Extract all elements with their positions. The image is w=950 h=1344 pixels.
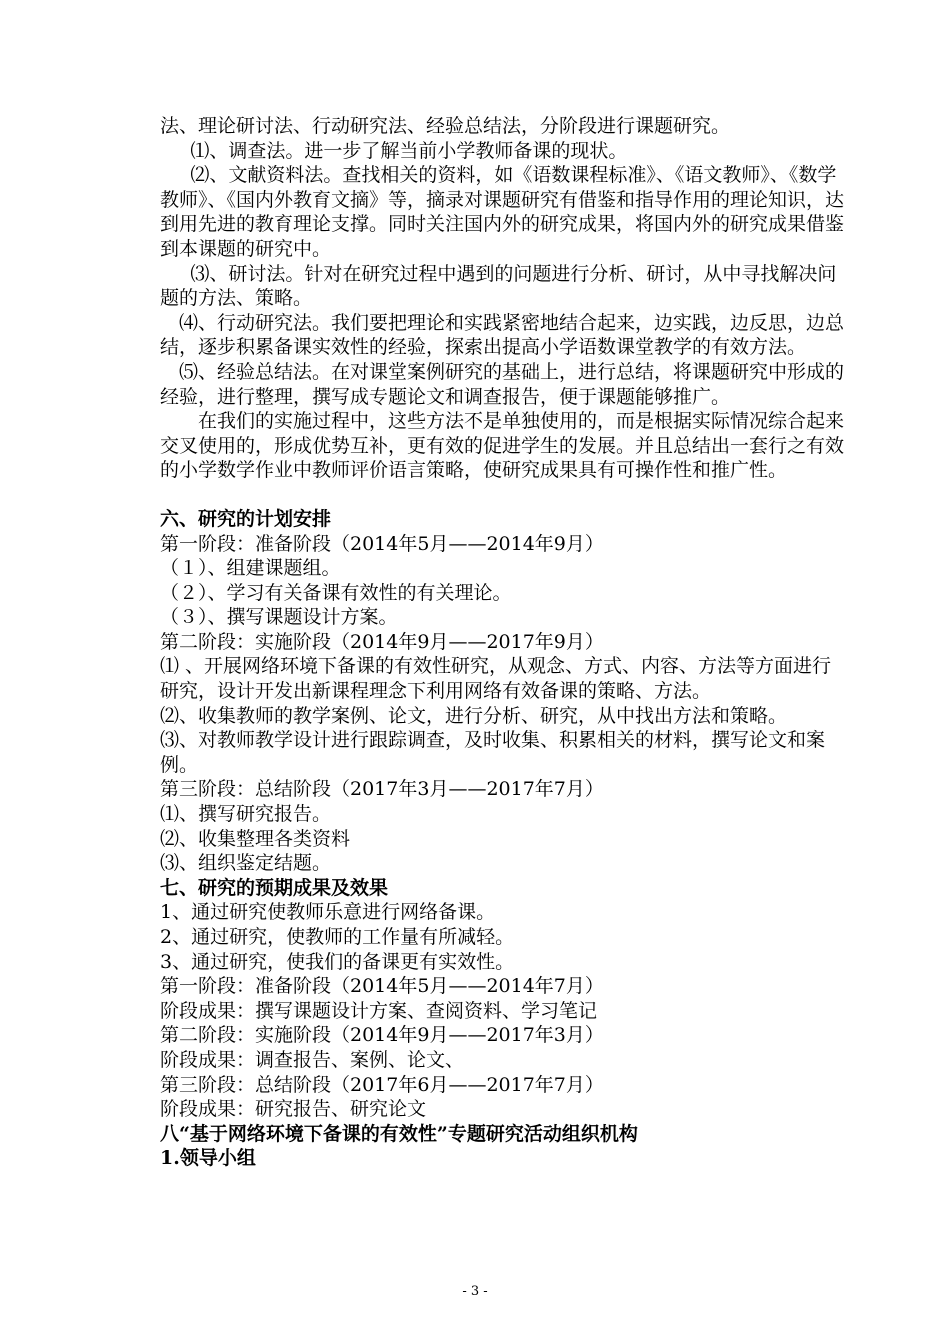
- paragraph-gap: [160, 483, 845, 507]
- paragraph-methods-intro: 法、理论研讨法、行动研究法、经验总结法，分阶段进行课题研究。: [160, 115, 731, 137]
- plan-stage-2: 第二阶段：实施阶段（2014年9月——2017年9月）: [160, 630, 604, 653]
- plan-stage-2-item-2: ⑵、收集教师的教学案例、论文，进行分析、研究，从中找出方法和策略。: [160, 704, 788, 727]
- sub-heading-leadership-group: 1.领导小组: [160, 1147, 256, 1170]
- section-heading-organization: 八“基于网络环境下备课的有效性”专题研究活动组织机构: [160, 1122, 638, 1145]
- plan-stage-3-item-3: ⑶、组织鉴定结题。: [160, 852, 332, 875]
- result-stage-2-outcome: 阶段成果：调查报告、案例、论文、: [160, 1048, 465, 1071]
- paragraph-implementation-summary: 在我们的实施过程中，这些方法不是单独使用的，而是根据实际情况综合起来交叉使用的，形成优势互补，更有效的促进学生的发展。并且总结出一套行之有效的小学数学作业中教师评价语言策略，使研究成果具有可操作性和推广性。: [160, 410, 845, 482]
- plan-stage-3-item-2: ⑵、收集整理各类资料: [160, 827, 351, 850]
- result-stage-1: 第一阶段：准备阶段（2014年5月——2014年7月）: [160, 975, 604, 998]
- section-heading-expected-results: 七、研究的预期成果及效果: [160, 876, 389, 899]
- paragraph-survey-method: ⑴、调查法。进一步了解当前小学教师备课的现状。: [190, 139, 628, 162]
- paragraph-discussion-method: ⑶、研讨法。针对在研究过程中遇到的问题进行分析、研讨，从中寻找解决问题的方法、策略。: [160, 262, 837, 310]
- plan-stage-1-item-1: （１）、组建课题组。: [160, 557, 341, 580]
- document-body: [160, 114, 845, 1171]
- plan-stage-2-item-3: ⑶、对教师教学设计进行跟踪调查，及时收集、积累相关的材料，撰写论文和案例。: [160, 729, 826, 776]
- result-stage-3: 第三阶段：总结阶段（2017年6月——2017年7月）: [160, 1073, 604, 1096]
- result-item-2: 2、通过研究，使教师的工作量有所减轻。: [160, 926, 515, 948]
- result-stage-1-outcome: 阶段成果：撰写课题设计方案、查阅资料、学习笔记: [160, 999, 598, 1022]
- section-heading-research-plan: 六、研究的计划安排: [160, 507, 332, 530]
- plan-stage-3: 第三阶段：总结阶段（2017年3月——2017年7月）: [160, 778, 604, 801]
- plan-stage-1-item-3: （３）、撰写课题设计方案。: [160, 606, 398, 629]
- paragraph-literature-method: ⑵、文献资料法。查找相关的资料，如《语数课程标准》、《语文教师》、《数学教师》、《国内外教育文摘》等，摘录对课题研究有借鉴和指导作用的理论知识，达到用先进的教育理论支撑。同时关注国内外的研究成果，将国内外的研究成果借鉴到本课题的研究中。: [160, 164, 845, 260]
- plan-stage-3-item-1: ⑴、撰写研究报告。: [160, 803, 332, 826]
- plan-stage-2-item-1: ⑴ 、开展网络环境下备课的有效性研究，从观念、方式、内容、方法等方面进行研究，设计开发出新课程理念下利用网络有效备课的策略、方法。: [160, 655, 832, 703]
- paragraph-experience-summary-method: ⑸、经验总结法。在对课堂案例研究的基础上，进行总结，将课题研究中形成的经验，进行整理，撰写成专题论文和调查报告，便于课题能够推广。: [160, 360, 845, 408]
- page-number: - 3 -: [462, 1284, 488, 1299]
- plan-stage-1: 第一阶段：准备阶段（2014年5月——2014年9月）: [160, 532, 604, 555]
- plan-stage-1-item-2: （２）、学习有关备课有效性的有关理论。: [160, 581, 512, 604]
- result-stage-3-outcome: 阶段成果：研究报告、研究论文: [160, 1098, 427, 1121]
- result-item-3: 3、通过研究，使我们的备课更有实效性。: [160, 950, 515, 973]
- result-stage-2: 第二阶段：实施阶段（2014年9月——2017年3月）: [160, 1024, 604, 1047]
- result-item-1: 1、通过研究使教师乐意进行网络备课。: [160, 901, 496, 924]
- paragraph-action-research-method: ⑷、行动研究法。我们要把理论和实践紧密地结合起来，边实践，边反思，边总结，逐步积累备课实效性的经验，探索出提高小学语数课堂教学的有效方法。: [160, 311, 845, 359]
